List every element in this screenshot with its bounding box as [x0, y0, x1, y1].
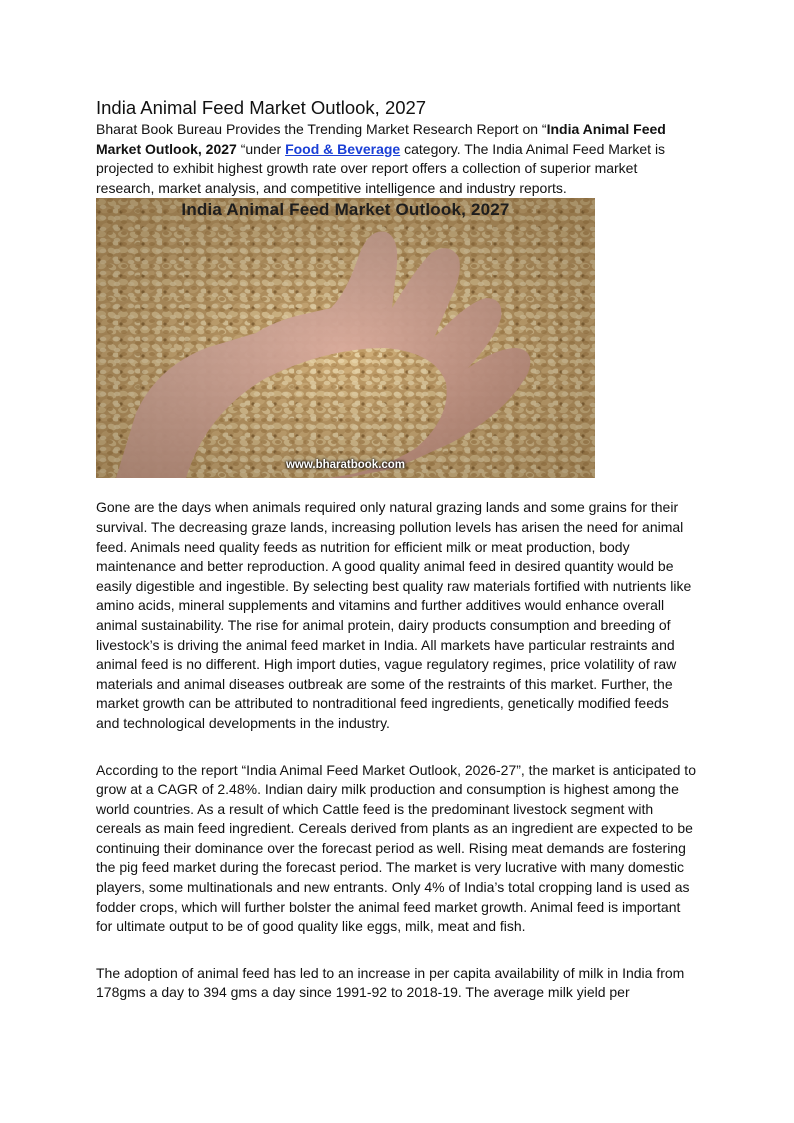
figure-title: India Animal Feed Market Outlook, 2027	[181, 200, 510, 220]
report-name: India Animal Feed Market Outlook, 2027	[96, 121, 666, 157]
intro-paragraph	[96, 120, 696, 198]
body-paragraph-2: According to the report “India Animal Feed Market Outlook, 2026-27”, the market is anticipated to grow at a CAGR of 2.48%. Indian dairy milk production and consumption is highest among the world countries. As a result of which Cattle feed is the predominant livestock segment with cereals as main feed ingredient. Cereals derived from plants as an ingredient are expected to be continuing their dominance over the forecast period as well. Rising meat demands are fostering the pig feed market during the forecast period. The market is very lucrative with many domestic players, some multinationals and new entrants. Only 4% of India’s total cropping land is used as fodder crops, which will further bolster the animal feed market growth. Animal feed is important for ultimate output to be of good quality like eggs, milk, meat and fish.	[96, 761, 696, 935]
food-beverage-link[interactable]: Food & Beverage	[285, 140, 401, 157]
pellets-hand-illustration	[96, 198, 595, 478]
intro-prefix: Bharat Book Bureau Provides the Trending Market Research Report on “	[96, 121, 547, 137]
figure-watermark-url: www.bharatbook.com	[285, 459, 406, 472]
document-page	[96, 96, 696, 1003]
intro-suffix: category. The India Animal Feed Market is projected to exhibit highest growth rate over report offers a collection of superior market research, market analysis, and competitive intelligence and industry reports.	[96, 140, 666, 196]
intro-mid: “under	[236, 140, 286, 157]
body-paragraph-3: The adoption of animal feed has led to an increase in per capita availability of milk in India from 178gms a day to 394 gms a day since 1991-92 to 2018-19. The average milk yield per	[96, 964, 685, 1001]
body-paragraph-1: Gone are the days when animals required only natural grazing lands and some grains for their survival. The decreasing graze lands, increasing pollution levels has arisen the need for animal feed. Animals need quality feeds as nutrition for efficient milk or meat production, body maintenance and better reproduction. A good quality animal feed in desired quantity would be easily digestible and ingestible. By selecting best quality raw materials fortified with nutrients like amino acids, mineral supplements and vitamins and further additives would enhance overall animal sustainability. The rise for animal protein, dairy products consumption and breeding of livestock’s is driving the animal feed market in India. All markets have particular restraints and animal feed is no different. High import duties, vague regulatory regimes, price volatility of raw materials and animal diseases outbreak are some of the restraints of this market. Further, the market growth can be attributed to nontraditional feed ingredients, genetically modified feeds and technological developments in the industry.	[96, 499, 692, 731]
page-title: India Animal Feed Market Outlook, 2027	[96, 97, 427, 118]
feed-pellets-photo	[96, 198, 595, 478]
